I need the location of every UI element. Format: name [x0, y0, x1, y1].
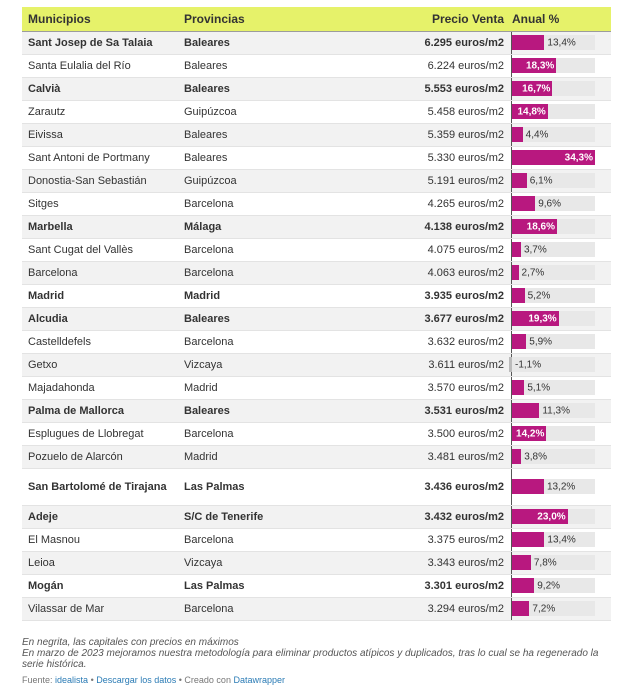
cell-anual — [508, 239, 611, 261]
cell-provincia: Baleares — [184, 83, 230, 95]
cell-provincia: Baleares — [184, 129, 228, 141]
cell-provincia: Baleares — [184, 313, 230, 325]
cell-municipio: Sant Cugat del Vallès — [28, 243, 133, 256]
table-row — [22, 55, 611, 78]
cell-provincia: Barcelona — [184, 534, 234, 546]
cell-anual — [508, 32, 611, 54]
cell-municipio: Madrid — [28, 289, 65, 302]
table-row — [22, 423, 611, 446]
note-methodology: En marzo de 2023 mejoramos nuestra metodología para eliminar productos atípicos y duplicados, tras lo cual se ha regenerado la serie histórica. — [22, 648, 599, 670]
anual-value-label: 9,2% — [537, 580, 561, 592]
cell-anual — [508, 469, 611, 505]
table-row — [22, 446, 611, 469]
cell-anual — [508, 446, 611, 468]
cell-provincia: Madrid — [184, 382, 218, 394]
table-row — [22, 78, 611, 101]
cell-precio: 3.500 euros/m2 — [427, 428, 504, 440]
cell-anual — [508, 170, 611, 192]
header-anual-label: Anual % — [512, 12, 560, 26]
cell-anual — [508, 101, 611, 123]
cell-anual — [508, 262, 611, 284]
header-provincia[interactable]: Provincias — [184, 12, 245, 26]
cell-anual — [508, 552, 611, 574]
anual-value-label: 14,2% — [516, 428, 545, 440]
anual-bar — [512, 242, 521, 257]
anual-bar — [512, 334, 526, 349]
source-separator: • — [88, 675, 97, 685]
cell-municipio: Majadahonda — [28, 381, 95, 394]
anual-value-label: 13,2% — [546, 481, 576, 493]
cell-precio: 5.458 euros/m2 — [427, 106, 504, 118]
bar-track — [512, 380, 595, 395]
cell-anual — [508, 506, 611, 528]
anual-bar — [512, 601, 529, 616]
cell-precio: 3.301 euros/m2 — [424, 580, 504, 592]
cell-municipio: Adeje — [28, 510, 58, 523]
cell-provincia: Baleares — [184, 152, 228, 164]
anual-bar — [512, 173, 527, 188]
anual-bar — [512, 288, 525, 303]
table-row — [22, 124, 611, 147]
cell-provincia: Barcelona — [184, 198, 234, 210]
cell-municipio: Sitges — [28, 197, 59, 210]
anual-value-label: 16,7% — [522, 83, 551, 95]
table-row — [22, 32, 611, 55]
cell-anual — [508, 285, 611, 307]
cell-precio: 3.611 euros/m2 — [428, 359, 504, 371]
table-row — [22, 598, 611, 621]
cell-anual — [508, 423, 611, 445]
cell-provincia: Madrid — [184, 451, 218, 463]
table-row — [22, 216, 611, 239]
cell-provincia: Guipúzcoa — [184, 106, 237, 118]
cell-precio: 3.632 euros/m2 — [427, 336, 504, 348]
cell-municipio: Sant Antoni de Portmany — [28, 151, 150, 164]
cell-anual — [508, 575, 611, 597]
cell-anual — [508, 216, 611, 238]
table-body — [22, 32, 611, 621]
cell-anual — [508, 78, 611, 100]
cell-precio: 3.935 euros/m2 — [424, 290, 504, 302]
cell-municipio: Santa Eulalia del Río — [28, 59, 131, 72]
anual-bar — [512, 578, 534, 593]
source-line — [22, 675, 285, 685]
anual-bar — [512, 555, 531, 570]
anual-bar — [512, 35, 544, 50]
cell-precio: 3.677 euros/m2 — [424, 313, 504, 325]
anual-value-label: 5,1% — [527, 382, 551, 394]
cell-precio: 4.075 euros/m2 — [427, 244, 504, 256]
cell-municipio: Leioa — [28, 556, 55, 569]
cell-municipio: Pozuelo de Alarcón — [28, 450, 123, 463]
cell-municipio: Esplugues de Llobregat — [28, 427, 144, 440]
cell-precio: 3.432 euros/m2 — [424, 511, 504, 523]
cell-anual — [508, 354, 611, 376]
anual-value-label: 18,3% — [525, 60, 555, 72]
table-row — [22, 262, 611, 285]
cell-municipio: Marbella — [28, 220, 73, 233]
anual-value-label: -1,1% — [515, 359, 542, 371]
bar-track — [512, 127, 595, 142]
table-row — [22, 552, 611, 575]
anual-value-label: 7,8% — [533, 557, 557, 569]
table-row — [22, 529, 611, 552]
note-bold-explanation: En negrita, las capitales con precios en máximos — [22, 637, 239, 648]
cell-anual — [508, 308, 611, 330]
cell-anual — [508, 331, 611, 353]
cell-municipio: San Bartolomé de Tirajana — [28, 480, 167, 493]
cell-municipio: Vilassar de Mar — [28, 602, 105, 615]
table-row — [22, 308, 611, 331]
cell-municipio: Sant Josep de Sa Talaia — [28, 36, 153, 49]
table-row — [22, 469, 611, 506]
cell-provincia: Barcelona — [184, 244, 234, 256]
cell-provincia: Madrid — [184, 290, 221, 302]
anual-value-label: 9,6% — [538, 198, 562, 210]
table-row — [22, 354, 611, 377]
table-row — [22, 575, 611, 598]
anual-bar — [512, 265, 519, 280]
cell-anual — [508, 400, 611, 422]
cell-precio: 3.570 euros/m2 — [427, 382, 504, 394]
header-anual[interactable] — [508, 12, 611, 26]
cell-municipio: Calvià — [28, 82, 61, 95]
cell-precio: 3.294 euros/m2 — [427, 603, 504, 615]
cell-provincia: Vizcaya — [184, 557, 223, 569]
anual-value-label: 13,4% — [547, 37, 576, 49]
cell-provincia: Baleares — [184, 60, 228, 72]
datawrapper-link[interactable]: Datawrapper — [233, 675, 285, 685]
cell-anual — [508, 529, 611, 551]
anual-value-label: 3,7% — [523, 244, 547, 256]
table-row — [22, 400, 611, 423]
cell-precio: 6.295 euros/m2 — [424, 37, 504, 49]
cell-precio: 3.375 euros/m2 — [427, 534, 504, 546]
created-with-text: • Creado con — [176, 675, 234, 685]
cell-anual — [508, 193, 611, 215]
cell-anual — [508, 55, 611, 77]
table-row — [22, 101, 611, 124]
table-header — [22, 7, 611, 32]
cell-municipio: Palma de Mallorca — [28, 404, 124, 417]
cell-municipio: Mogán — [28, 579, 64, 592]
anual-bar — [512, 196, 535, 211]
anual-bar — [512, 127, 523, 142]
anual-bar — [512, 449, 521, 464]
cell-precio: 3.481 euros/m2 — [427, 451, 504, 463]
source-prefix: Fuente: — [22, 675, 56, 685]
cell-provincia: Las Palmas — [184, 580, 245, 592]
cell-provincia: Las Palmas — [184, 481, 245, 493]
cell-municipio: Eivissa — [28, 128, 63, 141]
cell-municipio: Zarautz — [28, 105, 66, 118]
table-row — [22, 377, 611, 400]
cell-precio: 5.191 euros/m2 — [427, 175, 504, 187]
cell-precio: 3.343 euros/m2 — [427, 557, 504, 569]
anual-bar — [509, 357, 512, 372]
cell-provincia: S/C de Tenerife — [184, 511, 264, 523]
table-row — [22, 331, 611, 354]
cell-precio: 5.359 euros/m2 — [427, 129, 504, 141]
anual-bar — [512, 532, 544, 547]
cell-precio: 4.265 euros/m2 — [427, 198, 504, 210]
table-row — [22, 285, 611, 308]
chart-notes — [22, 637, 612, 670]
anual-value-label: 3,8% — [524, 451, 547, 463]
cell-provincia: Vizcaya — [184, 359, 223, 371]
anual-value-label: 14,8% — [517, 106, 546, 118]
cell-precio: 4.138 euros/m2 — [424, 221, 504, 233]
cell-municipio: El Masnou — [28, 533, 80, 546]
table-row — [22, 147, 611, 170]
cell-anual — [508, 598, 611, 620]
cell-municipio: Donostia-San Sebastián — [28, 174, 147, 187]
cell-provincia: Barcelona — [184, 267, 234, 279]
cell-provincia: Barcelona — [184, 336, 234, 348]
cell-municipio: Castelldefels — [28, 335, 91, 348]
cell-precio: 3.436 euros/m2 — [424, 481, 504, 493]
cell-provincia: Baleares — [184, 405, 230, 417]
anual-value-label: 23,0% — [537, 511, 566, 523]
cell-anual — [508, 147, 611, 169]
anual-value-label: 34,3% — [564, 152, 593, 164]
cell-provincia: Baleares — [184, 37, 230, 49]
anual-value-label: 18,6% — [526, 221, 556, 233]
anual-bar — [512, 403, 539, 418]
source-link[interactable]: idealista — [55, 675, 89, 685]
anual-value-label: 5,2% — [527, 290, 551, 302]
anual-value-label: 4,4% — [525, 129, 549, 141]
table-row — [22, 239, 611, 262]
anual-bar — [512, 479, 544, 494]
cell-municipio: Alcudia — [28, 312, 68, 325]
anual-value-label: 5,9% — [529, 336, 553, 348]
cell-precio: 6.224 euros/m2 — [427, 60, 504, 72]
anual-bar — [512, 380, 524, 395]
table-row — [22, 170, 611, 193]
anual-value-label: 2,7% — [521, 267, 545, 279]
header-municipio[interactable]: Municipios — [28, 11, 91, 26]
cell-precio: 5.330 euros/m2 — [427, 152, 504, 164]
cell-provincia: Barcelona — [184, 428, 234, 440]
anual-value-label: 6,1% — [529, 175, 553, 187]
cell-municipio: Getxo — [28, 358, 58, 371]
price-table — [22, 7, 611, 621]
anual-value-label: 19,3% — [528, 313, 557, 325]
cell-municipio: Barcelona — [28, 266, 78, 279]
table-row — [22, 506, 611, 529]
cell-provincia: Málaga — [184, 221, 222, 233]
anual-value-label: 7,2% — [532, 603, 556, 615]
cell-precio: 5.553 euros/m2 — [424, 83, 504, 95]
table-row — [22, 193, 611, 216]
cell-precio: 4.063 euros/m2 — [427, 267, 504, 279]
download-data-link[interactable]: Descargar los datos — [96, 675, 177, 685]
cell-provincia: Guipúzcoa — [184, 175, 237, 187]
cell-provincia: Barcelona — [184, 603, 234, 615]
cell-precio: 3.531 euros/m2 — [424, 405, 504, 417]
anual-value-label: 13,4% — [547, 534, 576, 546]
header-precio[interactable]: Precio Venta — [431, 12, 504, 26]
cell-anual — [508, 124, 611, 146]
cell-anual — [508, 377, 611, 399]
anual-value-label: 11,3% — [542, 405, 570, 417]
